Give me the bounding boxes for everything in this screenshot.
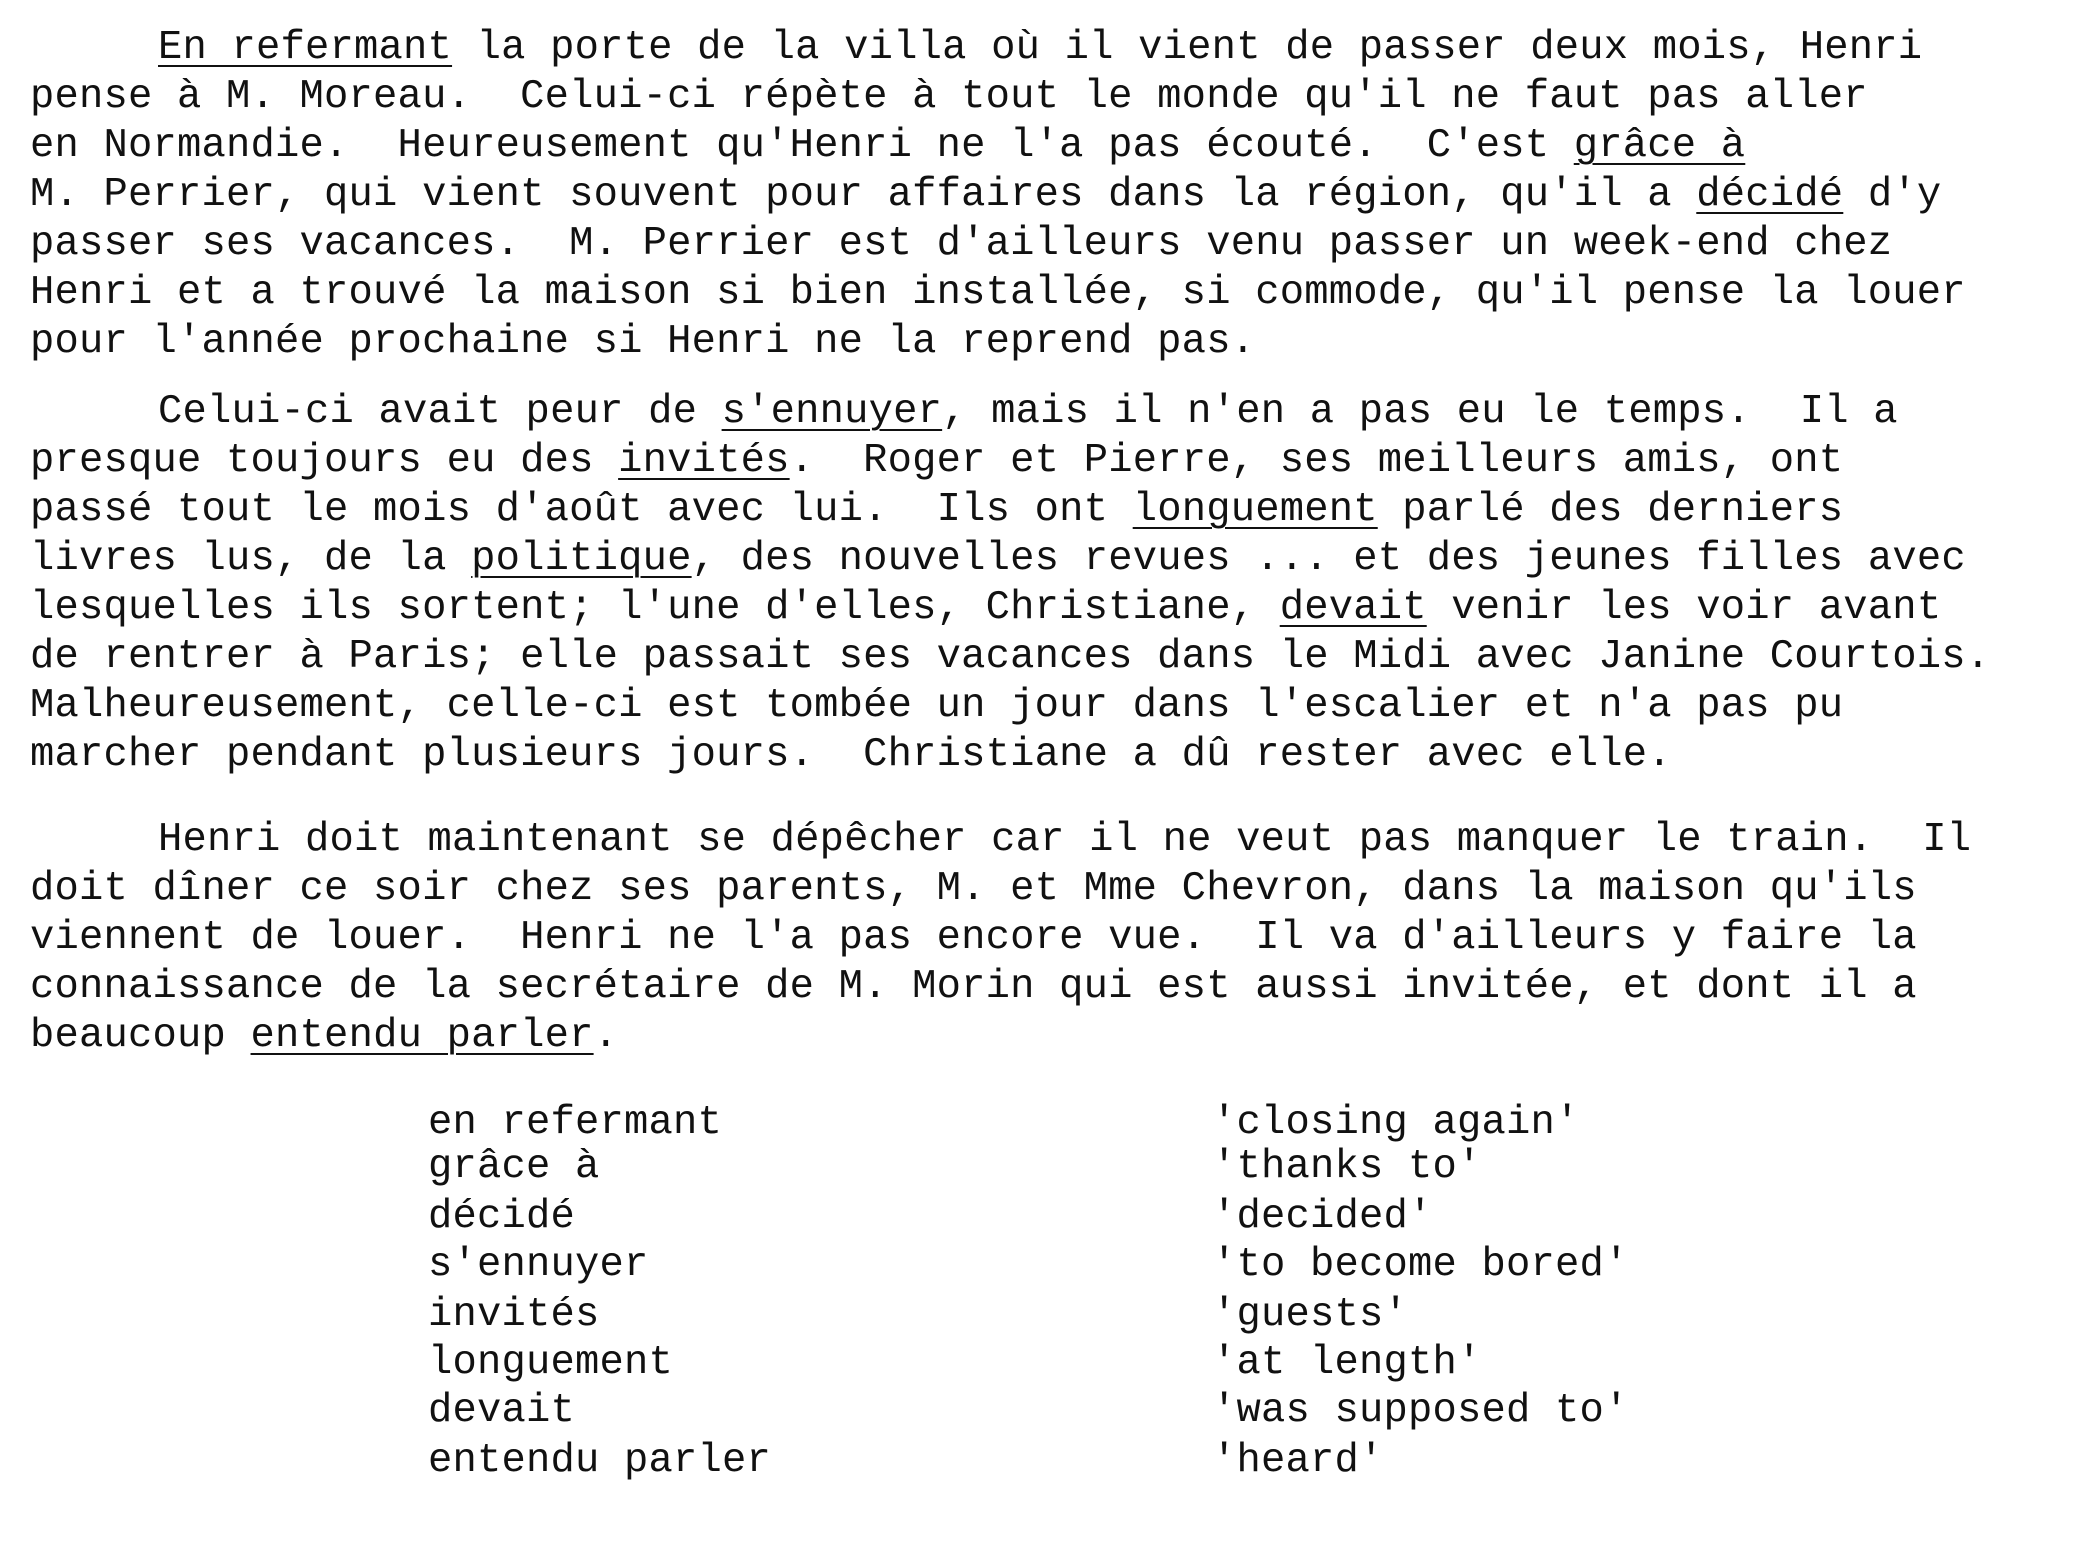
text-line [30,437,2050,486]
glossary-translation: 'at length' [1212,1340,1482,1386]
underlined-vocabulary-word: grâce à [1573,123,1746,169]
paragraph [30,24,2050,367]
glossary-translation: 'thanks to' [1212,1144,1482,1190]
text-segment: connaissance de la secrétaire de M. Morin qui est aussi invitée, et dont il a [30,964,1917,1010]
text-segment: Malheureusement, celle-ci est tombée un jour dans l'escalier et n'a pas pu [30,683,1844,729]
text-line [30,220,2050,269]
text-segment: livres lus, de la [30,536,472,582]
vocabulary-glossary [0,1098,2085,1518]
underlined-vocabulary-word: longuement [1132,487,1378,533]
text-line [30,584,2050,633]
text-segment: passer ses vacances. M. Perrier est d'ailleurs venu passer un week-end chez [30,221,1893,267]
text-segment: lesquelles ils sortent; l'une d'elles, Christiane, [30,585,1280,631]
glossary-row [0,1098,2085,1148]
glossary-row [0,1192,2085,1242]
underlined-vocabulary-word: politique [471,536,692,582]
text-line [30,269,2050,318]
text-line [30,535,2050,584]
glossary-translation: 'closing again' [1212,1100,1580,1146]
text-segment: M. Perrier, qui vient souvent pour affaires dans la région, qu'il a [30,172,1697,218]
glossary-translation: 'to become bored' [1212,1242,1629,1288]
text-segment: Henri et a trouvé la maison si bien installée, si commode, qu'il pense la louer [30,270,1966,316]
text-line [30,318,2050,367]
glossary-term: longuement [428,1340,674,1386]
glossary-term: devait [428,1388,576,1434]
glossary-term: décidé [428,1194,576,1240]
text-segment: marcher pendant plusieurs jours. Christiane a dû rester avec elle. [30,732,1672,778]
glossary-row [0,1240,2085,1290]
text-segment: doit dîner ce soir chez ses parents, M. et Mme Chevron, dans la maison qu'ils [30,866,1917,912]
underlined-vocabulary-word: s'ennuyer [721,389,943,435]
text-segment: beaucoup [30,1013,251,1059]
text-line [30,122,2050,171]
text-line [30,682,2050,731]
text-segment: . [593,1013,619,1059]
text-line [30,914,2050,963]
text-segment: la porte de la villa où il vient de passer deux mois, Henri [452,25,1923,71]
glossary-translation: 'was supposed to' [1212,1388,1629,1434]
text-line [30,963,2050,1012]
text-segment: de rentrer à Paris; elle passait ses vacances dans le Midi avec Janine Courtois. [30,634,1991,680]
text-line [30,388,2050,437]
glossary-row [0,1290,2085,1340]
text-segment: , mais il n'en a pas eu le temps. Il a [942,389,1898,435]
text-segment: pour l'année prochaine si Henri ne la reprend pas. [30,319,1256,365]
underlined-vocabulary-word: En refermant [158,25,453,71]
underlined-vocabulary-word: décidé [1696,172,1844,218]
text-segment: en Normandie. Heureusement qu'Henri ne l'a pas écouté. C'est [30,123,1574,169]
glossary-translation: 'guests' [1212,1292,1409,1338]
text-line [30,865,2050,914]
paragraph [30,388,2050,780]
text-line [30,816,2050,865]
text-segment: , des nouvelles revues ... et des jeunes filles avec [691,536,1966,582]
text-segment: d'y [1843,172,1942,218]
paragraph [30,816,2050,1061]
glossary-translation: 'decided' [1212,1194,1433,1240]
text-line [30,633,2050,682]
underlined-vocabulary-word: invités [618,438,790,484]
glossary-translation: 'heard' [1212,1438,1384,1484]
text-segment: Celui-ci avait peur de [158,389,722,435]
text-segment: viennent de louer. Henri ne l'a pas encore vue. Il va d'ailleurs y faire la [30,915,1917,961]
text-segment: . Roger et Pierre, ses meilleurs amis, ont [789,438,1844,484]
glossary-term: en refermant [428,1100,723,1146]
underlined-vocabulary-word: devait [1279,585,1427,631]
text-segment: venir les voir avant [1426,585,1942,631]
text-segment: passé tout le mois d'août avec lui. Ils ont [30,487,1133,533]
glossary-term: s'ennuyer [428,1242,649,1288]
glossary-row [0,1386,2085,1436]
text-line [30,486,2050,535]
glossary-row [0,1436,2085,1486]
glossary-row [0,1338,2085,1388]
glossary-term: invités [428,1292,600,1338]
underlined-vocabulary-word: entendu parler [250,1013,594,1059]
text-segment: parlé des derniers [1377,487,1844,533]
text-line [30,73,2050,122]
glossary-term: entendu parler [428,1438,772,1484]
text-line [30,24,2050,73]
glossary-term: grâce à [428,1144,600,1190]
glossary-row [0,1142,2085,1192]
text-segment: presque toujours eu des [30,438,619,484]
text-line [30,731,2050,780]
text-segment: pense à M. Moreau. Celui-ci répète à tout le monde qu'il ne faut pas aller [30,74,1868,120]
text-line [30,1012,2050,1061]
text-segment: Henri doit maintenant se dépêcher car il ne veut pas manquer le train. Il [158,817,1972,863]
text-line [30,171,2050,220]
